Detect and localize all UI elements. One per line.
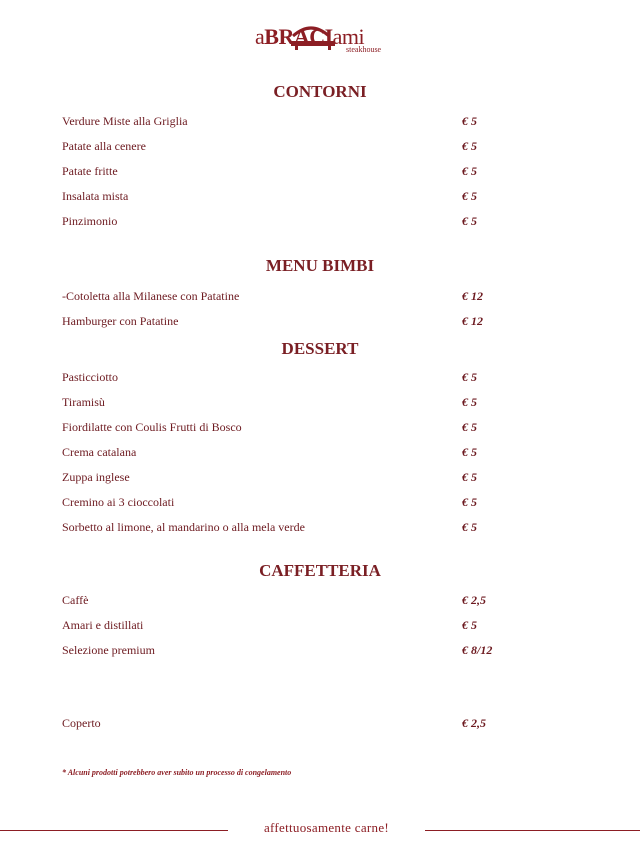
item-name: Crema catalana <box>62 445 137 459</box>
menu-item <box>62 314 522 332</box>
menu-item <box>62 370 522 388</box>
footer-slogan: affettuosamente carne! <box>263 820 390 835</box>
coperto-price: € 2,5 <box>462 716 486 730</box>
item-price: € 5 <box>462 495 477 509</box>
menu-item <box>62 189 522 207</box>
menu-item <box>62 214 522 232</box>
item-name: Insalata mista <box>62 189 129 203</box>
item-price: € 5 <box>462 520 477 534</box>
footer-rule-left <box>0 830 228 831</box>
menu-item <box>62 495 522 513</box>
section-title-caffetteria: CAFFETTERIA <box>259 561 381 580</box>
item-name: Selezione premium <box>62 643 155 657</box>
brand-logo <box>255 18 395 52</box>
section-title-dessert: DESSERT <box>281 339 359 358</box>
item-name: Tiramisù <box>62 395 105 409</box>
menu-item <box>62 139 522 157</box>
item-price: € 5 <box>462 370 477 384</box>
menu-item <box>62 164 522 182</box>
section-title-contorni: CONTORNI <box>273 82 367 101</box>
item-price: € 5 <box>462 189 477 203</box>
item-price: € 5 <box>462 420 477 434</box>
footer <box>0 820 640 840</box>
item-price: € 5 <box>462 445 477 459</box>
section-title-menu-bimbi: MENU BIMBI <box>265 256 375 275</box>
item-price: € 5 <box>462 139 477 153</box>
item-name: Sorbetto al limone, al mandarino o alla mela verde <box>62 520 305 534</box>
item-name: Pinzimonio <box>62 214 118 228</box>
item-name: Verdure Miste alla Griglia <box>62 114 188 128</box>
item-price: € 5 <box>462 470 477 484</box>
menu-item <box>62 618 522 636</box>
item-price: € 5 <box>462 618 477 632</box>
item-name: Hamburger con Patatine <box>62 314 179 328</box>
item-price: € 12 <box>462 314 483 328</box>
menu-item <box>62 445 522 463</box>
freezing-note: * Alcuni prodotti potrebbero aver subito un processo di congelamento <box>62 768 292 777</box>
item-price: € 5 <box>462 114 477 128</box>
menu-item <box>62 114 522 132</box>
item-price: € 5 <box>462 395 477 409</box>
item-name: Patate fritte <box>62 164 118 178</box>
brand-tagline: steakhouse <box>346 45 382 54</box>
item-name: Fiordilatte con Coulis Frutti di Bosco <box>62 420 242 434</box>
menu-item <box>62 520 522 538</box>
coperto-row <box>62 716 522 734</box>
menu-item <box>62 395 522 413</box>
item-name: Cremino ai 3 cioccolati <box>62 495 175 509</box>
item-name: Amari e distillati <box>62 618 144 632</box>
item-name: Patate alla cenere <box>62 139 146 153</box>
item-price: € 5 <box>462 214 477 228</box>
item-price: € 2,5 <box>462 593 486 607</box>
menu-item <box>62 643 522 661</box>
item-price: € 5 <box>462 164 477 178</box>
brand-name: aBRACIami <box>255 24 365 49</box>
item-name: Pasticciotto <box>62 370 118 384</box>
coperto-label: Coperto <box>62 716 101 730</box>
item-name: -Cotoletta alla Milanese con Patatine <box>62 289 240 303</box>
menu-item <box>62 470 522 488</box>
menu-item <box>62 420 522 438</box>
item-price: € 12 <box>462 289 483 303</box>
footer-rule-right <box>425 830 640 831</box>
item-name: Zuppa inglese <box>62 470 130 484</box>
item-name: Caffè <box>62 593 89 607</box>
menu-item <box>62 289 522 307</box>
item-price: € 8/12 <box>462 643 493 657</box>
menu-item <box>62 593 522 611</box>
